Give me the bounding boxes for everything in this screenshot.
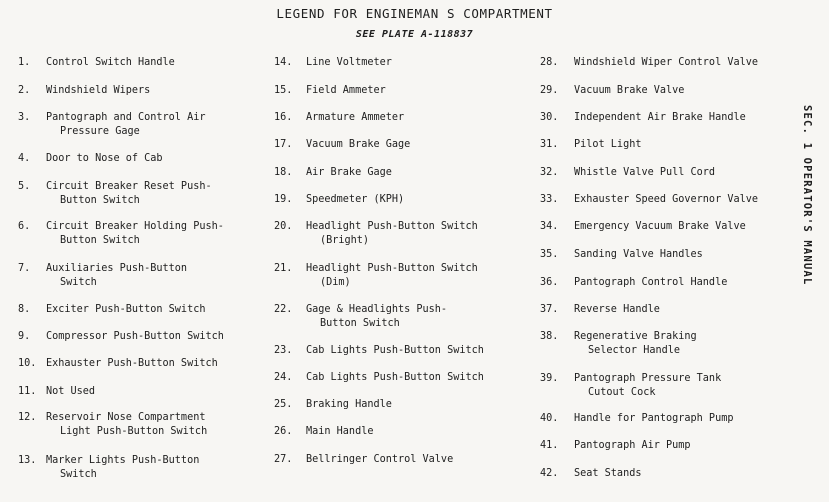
legend-item-label-line: Sanding Valve Handles: [574, 249, 703, 260]
legend-item-label-line: Pantograph and Control Air: [46, 112, 206, 123]
legend-item-label: [306, 56, 392, 70]
legend-item-label-continuation: Switch: [60, 468, 97, 480]
legend-item-number: 41.: [540, 440, 559, 451]
legend-item-label: [306, 138, 410, 152]
legend-item-label-line: Marker Lights Push-Button: [46, 455, 200, 466]
legend-item-label-line: Emergency Vacuum Brake Valve: [574, 221, 746, 232]
legend-item-label-line: Field Ammeter: [306, 85, 386, 96]
legend-item-label: [46, 180, 212, 207]
legend-item-label: [306, 166, 392, 180]
legend-item-label: [574, 220, 746, 234]
legend-item-number: 10.: [18, 358, 37, 369]
legend-item-label-line: Line Voltmeter: [306, 57, 392, 68]
legend-item-number: 6.: [18, 221, 31, 232]
legend-item-label-continuation: Button Switch: [60, 194, 140, 206]
legend-item-label-line: Door to Nose of Cab: [46, 153, 163, 164]
legend-item-label: [46, 330, 224, 344]
legend-item-number: 33.: [540, 194, 559, 205]
legend-item-label: [306, 262, 478, 289]
legend-item-label: [46, 111, 205, 138]
legend-item-label-line: Braking Handle: [306, 399, 392, 410]
legend-item-number: 14.: [274, 57, 293, 68]
legend-item-label-line: Not Used: [46, 386, 96, 397]
page-title: LEGEND FOR ENGINEMAN S COMPARTMENT: [276, 6, 553, 21]
legend-item-number: 12.: [18, 412, 37, 423]
legend-item-label-line: Auxiliaries Push-Button: [46, 263, 188, 274]
legend-item-label-line: Speedmeter (KPH): [306, 194, 405, 205]
legend-item-label-line: Circuit Breaker Holding Push-: [46, 221, 224, 232]
legend-item-number: 13.: [18, 455, 37, 466]
legend-item-number: 30.: [540, 112, 559, 123]
legend-item-label: [574, 467, 641, 481]
legend-item-number: 3.: [18, 112, 31, 123]
legend-item-number: 34.: [540, 221, 559, 232]
legend-item-label: [306, 398, 392, 412]
legend-item-number: 1.: [18, 57, 31, 68]
legend-item-number: 32.: [540, 167, 559, 178]
legend-item-label-line: Headlight Push-Button Switch: [306, 221, 478, 232]
legend-item-label-continuation: (Dim): [320, 276, 351, 288]
legend-item-number: 28.: [540, 57, 559, 68]
legend-item-label: [574, 56, 758, 70]
legend-item-number: 38.: [540, 331, 559, 342]
legend-item-label: [306, 453, 453, 467]
legend-item-label-line: Windshield Wiper Control Valve: [574, 57, 759, 68]
legend-item-number: 18.: [274, 167, 293, 178]
legend-item-number: 15.: [274, 85, 293, 96]
legend-item-label-line: Vacuum Brake Valve: [574, 85, 685, 96]
legend-item-label-line: Armature Ammeter: [306, 112, 405, 123]
legend-item-number: 7.: [18, 263, 31, 274]
legend-item-label-continuation: Switch: [60, 276, 97, 288]
legend-item-label-continuation: (Bright): [320, 234, 370, 246]
legend-item-number: 4.: [18, 153, 31, 164]
legend-item-label-line: Headlight Push-Button Switch: [306, 263, 478, 274]
legend-item-label: [306, 111, 404, 125]
legend-item-number: 27.: [274, 454, 293, 465]
legend-item-number: 21.: [274, 263, 293, 274]
legend-item-label: [574, 276, 727, 290]
legend-item-label-line: Exciter Push-Button Switch: [46, 304, 206, 315]
legend-item-label: [574, 303, 660, 317]
legend-item-number: 35.: [540, 249, 559, 260]
legend-item-label: [574, 166, 715, 180]
legend-item-label-continuation: Cutout Cock: [588, 386, 656, 398]
legend-item-label-line: Pantograph Air Pump: [574, 440, 691, 451]
legend-item-label: [46, 84, 150, 98]
legend-item-label: [574, 248, 703, 262]
legend-item-label-line: Windshield Wipers: [46, 85, 151, 96]
legend-item-number: 19.: [274, 194, 293, 205]
legend-item-label-line: Gage & Headlights Push-: [306, 304, 448, 315]
plate-reference: SEE PLATE A-118837: [355, 29, 474, 40]
legend-item-label: [46, 152, 163, 166]
legend-item-number: 42.: [540, 468, 559, 479]
legend-item-label-continuation: Button Switch: [320, 317, 400, 329]
legend-item-number: 40.: [540, 413, 559, 424]
legend-item-label-line: Cab Lights Push-Button Switch: [306, 345, 484, 356]
legend-item-label: [574, 439, 691, 453]
legend-item-label: [574, 330, 697, 357]
legend-item-label: [574, 111, 746, 125]
legend-item-number: 25.: [274, 399, 293, 410]
legend-item-label: [306, 193, 404, 207]
legend-item-label-continuation: Button Switch: [60, 234, 140, 246]
legend-item-label-line: Regenerative Braking: [574, 331, 697, 342]
legend-item-label-line: Pantograph Pressure Tank: [574, 373, 722, 384]
side-margin-text: SEC. 1 OPERATOR'S MANUAL: [801, 105, 813, 286]
legend-item-label: [306, 425, 373, 439]
legend-item-label: [46, 454, 199, 481]
legend-item-number: 31.: [540, 139, 559, 150]
legend-item-label-line: Independent Air Brake Handle: [574, 112, 746, 123]
legend-item-label-line: Circuit Breaker Reset Push-: [46, 181, 212, 192]
legend-item-number: 39.: [540, 373, 559, 384]
legend-item-label: [574, 84, 684, 98]
legend-item-number: 5.: [18, 181, 31, 192]
legend-item-number: 9.: [18, 331, 31, 342]
legend-item-label: [46, 411, 207, 438]
legend-item-label-line: Exhauster Speed Governor Valve: [574, 194, 759, 205]
legend-item-label-line: Vacuum Brake Gage: [306, 139, 411, 150]
legend-item-label-line: Handle for Pantograph Pump: [574, 413, 734, 424]
legend-item-label-line: Air Brake Gage: [306, 167, 392, 178]
legend-item-label-line: Pilot Light: [574, 139, 642, 150]
legend-item-number: 24.: [274, 372, 293, 383]
legend-item-label: [574, 412, 733, 426]
legend-item-number: 11.: [18, 386, 37, 397]
legend-item-label-continuation: Light Push-Button Switch: [60, 425, 208, 437]
legend-item-number: 37.: [540, 304, 559, 315]
legend-item-label: [46, 385, 95, 399]
legend-item-number: 20.: [274, 221, 293, 232]
legend-item-label-line: Seat Stands: [574, 468, 642, 479]
legend-item-number: 26.: [274, 426, 293, 437]
legend-item-number: 29.: [540, 85, 559, 96]
legend-item-label: [306, 371, 484, 385]
legend-item-label-line: Compressor Push-Button Switch: [46, 331, 224, 342]
legend-item-label: [306, 303, 447, 330]
legend-item-number: 23.: [274, 345, 293, 356]
legend-item-label-continuation: Pressure Gage: [60, 125, 140, 137]
legend-item-label: [46, 220, 224, 247]
legend-item-label-continuation: Selector Handle: [588, 344, 681, 356]
legend-item-label: [46, 303, 205, 317]
legend-item-label-line: Pantograph Control Handle: [574, 277, 728, 288]
legend-item-number: 22.: [274, 304, 293, 315]
legend-item-number: 2.: [18, 85, 31, 96]
legend-item-label: [574, 193, 758, 207]
legend-item-label-line: Reverse Handle: [574, 304, 660, 315]
legend-item-label-line: Whistle Valve Pull Cord: [574, 167, 716, 178]
legend-item-label: [46, 357, 218, 371]
legend-item-label: [46, 262, 187, 289]
legend-item-label: [306, 220, 478, 247]
legend-item-label: [46, 56, 175, 70]
legend-item-label-line: Exhauster Push-Button Switch: [46, 358, 218, 369]
legend-item-number: 36.: [540, 277, 559, 288]
legend-item-label-line: Bellringer Control Valve: [306, 454, 454, 465]
legend-item-label-line: Control Switch Handle: [46, 57, 175, 68]
legend-item-label: [574, 138, 641, 152]
legend-item-label: [306, 344, 484, 358]
legend-item-label: [306, 84, 386, 98]
legend-item-number: 16.: [274, 112, 293, 123]
legend-item-label-line: Main Handle: [306, 426, 374, 437]
legend-item-label-line: Cab Lights Push-Button Switch: [306, 372, 484, 383]
legend-item-number: 17.: [274, 139, 293, 150]
legend-item-label: [574, 372, 721, 399]
legend-item-label-line: Reservoir Nose Compartment: [46, 412, 206, 423]
legend-item-number: 8.: [18, 304, 31, 315]
